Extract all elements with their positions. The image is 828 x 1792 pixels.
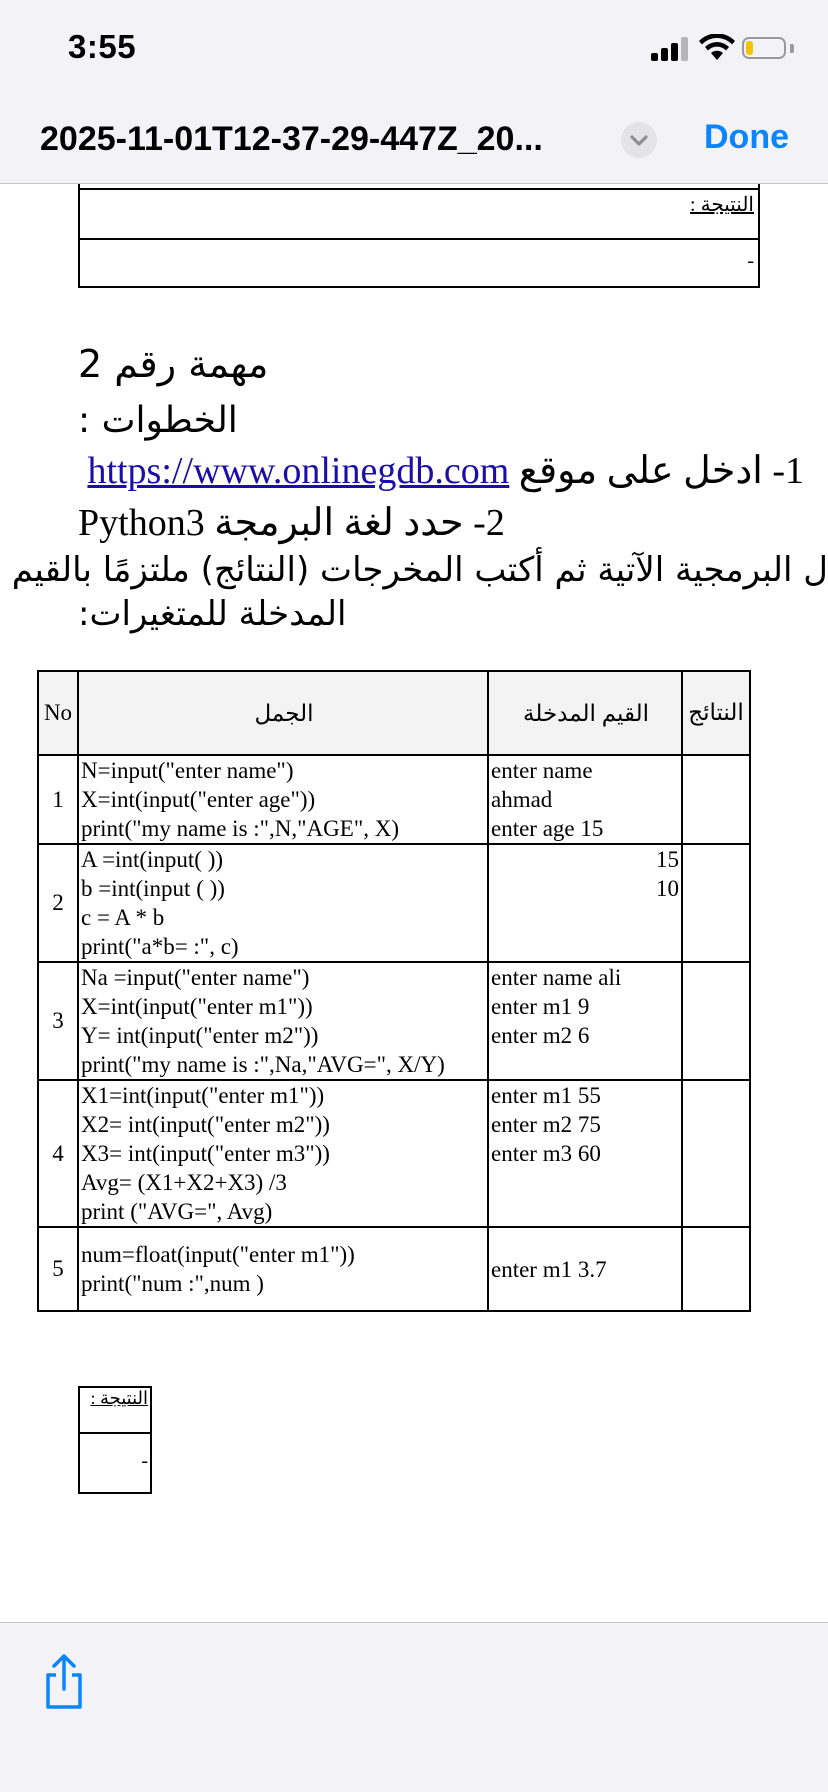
result-cell[interactable]	[682, 1080, 750, 1227]
task-heading: مهمة رقم 2	[78, 342, 269, 386]
code-cell	[78, 962, 488, 1080]
table-row	[38, 962, 750, 1080]
code-cell	[78, 1080, 488, 1227]
code-line: num=float(input("enter m1"))	[81, 1242, 355, 1267]
top-result-row	[80, 188, 758, 242]
input-value: enter name ali	[491, 965, 622, 990]
table-header-row	[38, 671, 750, 755]
code-cell	[78, 844, 488, 962]
code-line: Na =input("enter name")	[81, 965, 310, 990]
input-values-cell	[488, 844, 682, 962]
code-line: Y= int(input("enter m2"))	[81, 1023, 319, 1048]
nav-bar	[0, 92, 828, 184]
header-code: الجمل	[78, 671, 488, 755]
code-line: print ("AVG=", Avg)	[81, 1199, 273, 1224]
cellular-signal-icon	[651, 37, 691, 61]
code-line: X2= int(input("enter m2"))	[81, 1112, 330, 1137]
code-cell	[78, 755, 488, 844]
code-line: print("num :",num )	[81, 1271, 264, 1296]
input-value: ahmad	[491, 787, 553, 812]
code-line: print("my name is :",Na,"AVG=", X/Y)	[81, 1052, 445, 1077]
input-values-cell	[488, 1080, 682, 1227]
step-3-line-2: المدخلة للمتغيرات:	[78, 594, 347, 634]
row-number: 3	[38, 962, 78, 1080]
code-line: X=int(input("enter m1"))	[81, 994, 313, 1019]
status-bar	[0, 0, 828, 92]
result-cell[interactable]	[682, 844, 750, 962]
input-value: enter age 15	[491, 816, 604, 841]
input-value: enter m1 55	[491, 1083, 601, 1108]
code-line: b =int(input ( ))	[81, 876, 225, 901]
title-menu-button[interactable]	[621, 122, 657, 158]
step-3-line-1: ل البرمجية الآتية ثم أكتب المخرجات (النتائج) ملتزمًا بالقيم	[11, 550, 828, 590]
code-line: c = A * b	[81, 905, 165, 930]
battery-icon	[742, 37, 786, 59]
code-line: A =int(input( ))	[81, 847, 224, 872]
header-results: النتائج	[682, 671, 750, 755]
share-icon[interactable]	[40, 1653, 88, 1711]
input-value: enter name	[491, 758, 593, 783]
chevron-down-icon	[621, 122, 657, 158]
code-line: X=int(input("enter age"))	[81, 787, 316, 812]
top-result-box	[78, 184, 760, 288]
onlinegdb-link[interactable]: https://www.onlinegdb.com	[87, 450, 510, 492]
document-title[interactable]: 2025-11-01T12-37-29-447Z_20...	[40, 120, 543, 158]
row-number: 4	[38, 1080, 78, 1227]
code-line: N=input("enter name")	[81, 758, 294, 783]
battery-cap	[790, 44, 794, 53]
status-time: 3:55	[68, 28, 137, 65]
bottom-result-dash: -	[141, 1450, 148, 1472]
step-1	[87, 448, 804, 493]
wifi-icon	[699, 34, 735, 62]
row-number: 2	[38, 844, 78, 962]
table-row	[38, 1227, 750, 1311]
result-label: النتيجة :	[690, 194, 754, 216]
input-value: 15	[656, 847, 679, 872]
bottom-result-separator	[80, 1432, 150, 1434]
row-number: 1	[38, 755, 78, 844]
header-no: No	[38, 671, 78, 755]
input-value: enter m2 75	[491, 1112, 601, 1137]
document-view[interactable]	[0, 184, 828, 1622]
step-2: 2- حدد لغة البرمجة Python3	[78, 502, 505, 544]
code-line: print("a*b= :", c)	[81, 934, 239, 959]
input-value: enter m1 3.7	[491, 1256, 607, 1282]
input-values-cell	[488, 1227, 682, 1311]
result-cell[interactable]	[682, 755, 750, 844]
code-line: X3= int(input("enter m3"))	[81, 1141, 330, 1166]
table-row	[38, 1080, 750, 1227]
code-line: X1=int(input("enter m1"))	[81, 1083, 325, 1108]
bottom-result-box	[78, 1386, 152, 1494]
code-line: print("my name is :",N,"AGE", X)	[81, 816, 399, 841]
steps-label: الخطوات :	[78, 400, 238, 441]
result-dash: -	[747, 250, 754, 272]
bottom-result-label: النتيجة :	[90, 1388, 148, 1408]
table-row	[38, 844, 750, 962]
result-cell[interactable]	[682, 1227, 750, 1311]
input-value: enter m3 60	[491, 1141, 601, 1166]
result-cell[interactable]	[682, 962, 750, 1080]
bottom-toolbar	[0, 1622, 828, 1792]
input-value: enter m2 6	[491, 1023, 590, 1048]
done-button[interactable]: Done	[704, 118, 789, 156]
table-row	[38, 755, 750, 844]
input-values-cell	[488, 962, 682, 1080]
code-cell	[78, 1227, 488, 1311]
header-inputs: القيم المدخلة	[488, 671, 682, 755]
input-values-cell	[488, 755, 682, 844]
input-value: 10	[656, 876, 679, 901]
code-table	[37, 670, 751, 1312]
row-number: 5	[38, 1227, 78, 1311]
input-value: enter m1 9	[491, 994, 590, 1019]
step-1-text: 1- ادخل على موقع	[509, 450, 804, 492]
top-result-value-row	[80, 238, 758, 288]
code-line: Avg= (X1+X2+X3) /3	[81, 1170, 287, 1195]
